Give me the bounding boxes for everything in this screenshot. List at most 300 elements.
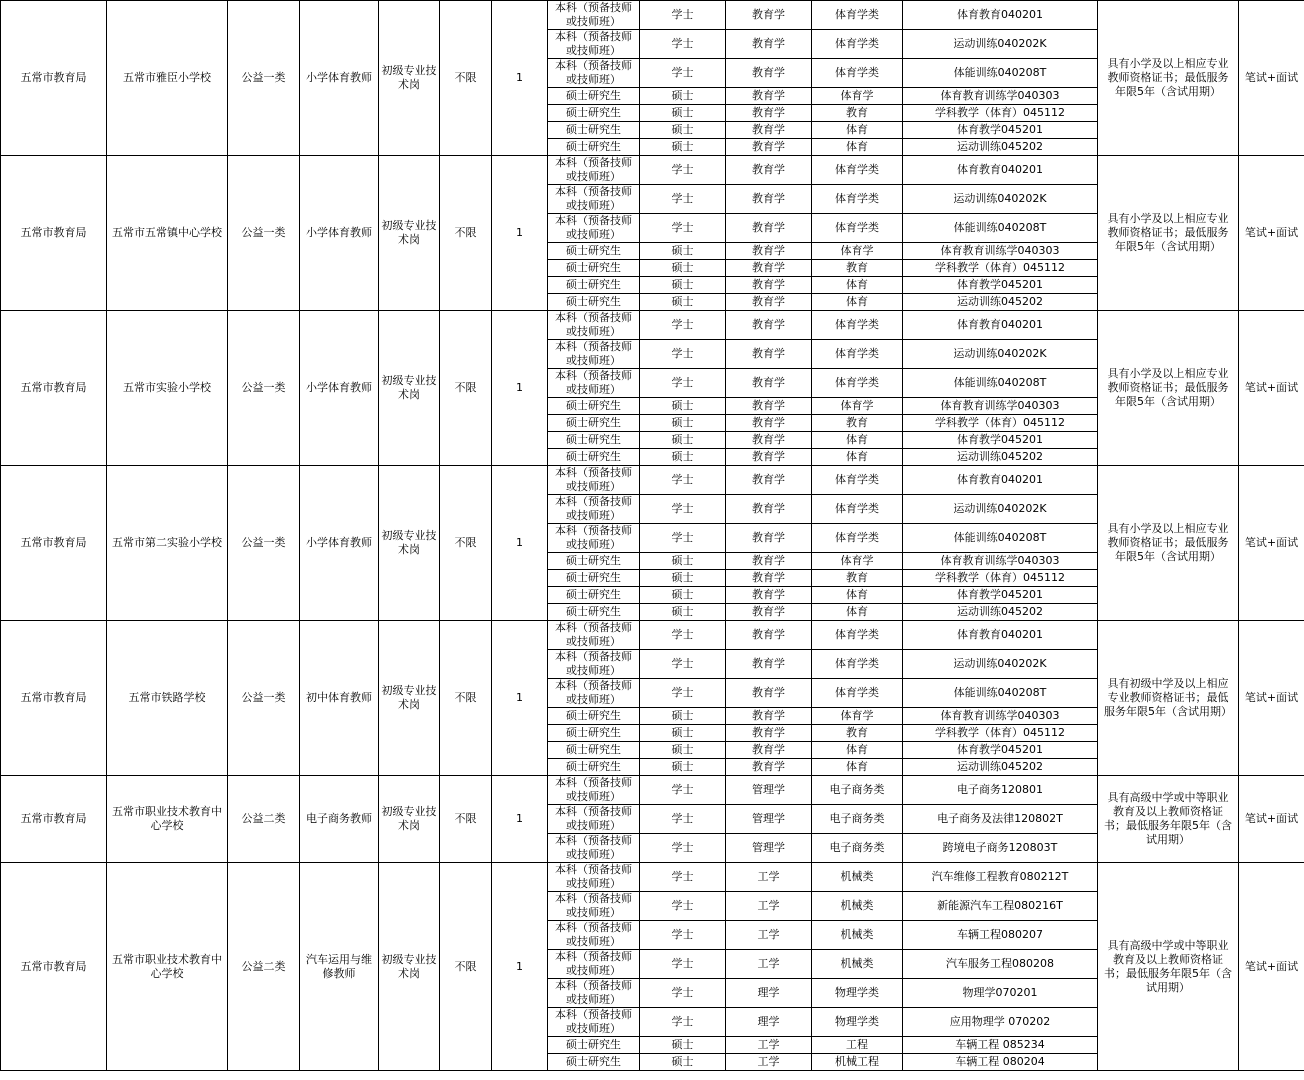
degree-cell: 硕士 (640, 415, 726, 432)
major-class-cell: 教育 (812, 105, 903, 122)
major-name-cell: 电子商务及法律120802T (903, 805, 1098, 834)
major-name-cell: 运动训练040202K (903, 185, 1098, 214)
post-name-cell: 电子商务教师 (300, 776, 379, 863)
exam-method-cell: 笔试+面试 (1239, 621, 1304, 776)
education-cell: 硕士研究生 (548, 88, 640, 105)
discipline-cell: 教育学 (726, 277, 812, 294)
discipline-cell: 教育学 (726, 185, 812, 214)
post-name-cell: 初中体育教师 (300, 621, 379, 776)
education-cell: 硕士研究生 (548, 294, 640, 311)
post-category-cell: 初级专业技术岗 (379, 621, 440, 776)
exam-method-cell: 笔试+面试 (1239, 863, 1304, 1071)
unit-nature-cell: 公益一类 (228, 621, 300, 776)
major-class-cell: 体育学类 (812, 650, 903, 679)
major-class-cell: 体育 (812, 449, 903, 466)
discipline-cell: 教育学 (726, 587, 812, 604)
major-class-cell: 教育 (812, 725, 903, 742)
degree-cell: 学士 (640, 805, 726, 834)
major-name-cell: 体育教学045201 (903, 742, 1098, 759)
post-category-cell: 初级专业技术岗 (379, 863, 440, 1071)
discipline-cell: 教育学 (726, 294, 812, 311)
major-name-cell: 学科教学（体育）045112 (903, 260, 1098, 277)
table-row (1, 1, 1304, 30)
major-name-cell: 运动训练045202 (903, 759, 1098, 776)
post-name-cell: 汽车运用与维修教师 (300, 863, 379, 1071)
post-category-cell: 初级专业技术岗 (379, 311, 440, 466)
post-name-cell: 小学体育教师 (300, 1, 379, 156)
discipline-cell: 教育学 (726, 679, 812, 708)
table-row (1, 776, 1304, 805)
major-class-cell: 体育学类 (812, 1, 903, 30)
degree-cell: 学士 (640, 59, 726, 88)
major-name-cell: 体能训练040208T (903, 59, 1098, 88)
major-name-cell: 运动训练040202K (903, 495, 1098, 524)
recruit-scope-cell: 不限 (440, 466, 492, 621)
post-name-cell: 小学体育教师 (300, 156, 379, 311)
education-cell: 硕士研究生 (548, 277, 640, 294)
major-class-cell: 体育 (812, 759, 903, 776)
major-name-cell: 体育教学045201 (903, 277, 1098, 294)
degree-cell: 学士 (640, 679, 726, 708)
discipline-cell: 教育学 (726, 1, 812, 30)
discipline-cell: 教育学 (726, 650, 812, 679)
major-class-cell: 体育学类 (812, 621, 903, 650)
requirement-cell: 具有初级中学及以上相应专业教师资格证书；最低服务年限5年（含试用期） (1098, 621, 1239, 776)
major-name-cell: 体育教育训练学040303 (903, 553, 1098, 570)
recruit-count-cell: 1 (492, 1, 548, 156)
recruit-scope-cell: 不限 (440, 776, 492, 863)
education-cell: 本科（预备技师或技师班） (548, 214, 640, 243)
discipline-cell: 教育学 (726, 495, 812, 524)
major-name-cell: 学科教学（体育）045112 (903, 570, 1098, 587)
requirement-cell: 具有高级中学或中等职业教育及以上教师资格证书；最低服务年限5年（含试用期） (1098, 776, 1239, 863)
education-cell: 硕士研究生 (548, 398, 640, 415)
education-cell: 本科（预备技师或技师班） (548, 950, 640, 979)
major-name-cell: 运动训练040202K (903, 30, 1098, 59)
requirement-cell: 具有小学及以上相应专业教师资格证书；最低服务年限5年（含试用期） (1098, 1, 1239, 156)
post-category-cell: 初级专业技术岗 (379, 466, 440, 621)
education-cell: 硕士研究生 (548, 260, 640, 277)
degree-cell: 学士 (640, 1, 726, 30)
major-class-cell: 机械工程 (812, 1054, 903, 1071)
degree-cell: 学士 (640, 524, 726, 553)
discipline-cell: 教育学 (726, 59, 812, 88)
education-cell: 硕士研究生 (548, 243, 640, 260)
discipline-cell: 教育学 (726, 553, 812, 570)
discipline-cell: 教育学 (726, 524, 812, 553)
recruit-scope-cell: 不限 (440, 621, 492, 776)
post-name-cell: 小学体育教师 (300, 466, 379, 621)
major-name-cell: 电子商务120801 (903, 776, 1098, 805)
discipline-cell: 工学 (726, 863, 812, 892)
degree-cell: 学士 (640, 311, 726, 340)
degree-cell: 硕士 (640, 294, 726, 311)
major-name-cell: 体育教育训练学040303 (903, 243, 1098, 260)
discipline-cell: 教育学 (726, 105, 812, 122)
major-class-cell: 物理学类 (812, 1008, 903, 1037)
major-class-cell: 体育学类 (812, 495, 903, 524)
education-cell: 本科（预备技师或技师班） (548, 834, 640, 863)
degree-cell: 学士 (640, 776, 726, 805)
discipline-cell: 工学 (726, 1037, 812, 1054)
unit-name-cell: 五常市铁路学校 (107, 621, 228, 776)
discipline-cell: 教育学 (726, 432, 812, 449)
major-class-cell: 体育学类 (812, 185, 903, 214)
major-class-cell: 机械类 (812, 921, 903, 950)
major-name-cell: 学科教学（体育）045112 (903, 415, 1098, 432)
department-cell: 五常市教育局 (1, 776, 107, 863)
degree-cell: 硕士 (640, 122, 726, 139)
education-cell: 硕士研究生 (548, 139, 640, 156)
major-class-cell: 体育学类 (812, 59, 903, 88)
degree-cell: 硕士 (640, 1054, 726, 1071)
discipline-cell: 管理学 (726, 834, 812, 863)
degree-cell: 硕士 (640, 139, 726, 156)
degree-cell: 硕士 (640, 398, 726, 415)
major-class-cell: 机械类 (812, 950, 903, 979)
major-class-cell: 教育 (812, 260, 903, 277)
degree-cell: 学士 (640, 950, 726, 979)
discipline-cell: 教育学 (726, 759, 812, 776)
discipline-cell: 教育学 (726, 449, 812, 466)
degree-cell: 硕士 (640, 449, 726, 466)
recruit-scope-cell: 不限 (440, 311, 492, 466)
major-class-cell: 电子商务类 (812, 805, 903, 834)
education-cell: 本科（预备技师或技师班） (548, 805, 640, 834)
major-name-cell: 体育教育040201 (903, 1, 1098, 30)
major-class-cell: 机械类 (812, 892, 903, 921)
major-name-cell: 运动训练045202 (903, 139, 1098, 156)
discipline-cell: 教育学 (726, 156, 812, 185)
education-cell: 硕士研究生 (548, 432, 640, 449)
degree-cell: 硕士 (640, 88, 726, 105)
major-name-cell: 车辆工程080207 (903, 921, 1098, 950)
major-class-cell: 工程 (812, 1037, 903, 1054)
discipline-cell: 教育学 (726, 725, 812, 742)
unit-nature-cell: 公益一类 (228, 311, 300, 466)
unit-name-cell: 五常市雅臣小学校 (107, 1, 228, 156)
education-cell: 硕士研究生 (548, 587, 640, 604)
major-name-cell: 体能训练040208T (903, 679, 1098, 708)
degree-cell: 硕士 (640, 570, 726, 587)
major-name-cell: 体育教育040201 (903, 466, 1098, 495)
degree-cell: 硕士 (640, 708, 726, 725)
discipline-cell: 教育学 (726, 742, 812, 759)
major-class-cell: 电子商务类 (812, 834, 903, 863)
major-class-cell: 体育学 (812, 243, 903, 260)
table-row (1, 466, 1304, 495)
major-name-cell: 运动训练040202K (903, 650, 1098, 679)
major-name-cell: 运动训练040202K (903, 340, 1098, 369)
unit-nature-cell: 公益一类 (228, 156, 300, 311)
discipline-cell: 工学 (726, 921, 812, 950)
department-cell: 五常市教育局 (1, 1, 107, 156)
degree-cell: 硕士 (640, 243, 726, 260)
major-class-cell: 体育学类 (812, 466, 903, 495)
unit-nature-cell: 公益二类 (228, 863, 300, 1071)
major-class-cell: 体育学类 (812, 524, 903, 553)
major-class-cell: 体育 (812, 277, 903, 294)
degree-cell: 硕士 (640, 260, 726, 277)
unit-name-cell: 五常市职业技术教育中心学校 (107, 863, 228, 1071)
table-row (1, 621, 1304, 650)
degree-cell: 硕士 (640, 587, 726, 604)
discipline-cell: 教育学 (726, 122, 812, 139)
major-name-cell: 体育教学045201 (903, 587, 1098, 604)
degree-cell: 硕士 (640, 1037, 726, 1054)
education-cell: 本科（预备技师或技师班） (548, 621, 640, 650)
unit-nature-cell: 公益一类 (228, 466, 300, 621)
major-class-cell: 体育学类 (812, 679, 903, 708)
recruit-scope-cell: 不限 (440, 863, 492, 1071)
education-cell: 本科（预备技师或技师班） (548, 495, 640, 524)
recruit-scope-cell: 不限 (440, 1, 492, 156)
major-name-cell: 体能训练040208T (903, 214, 1098, 243)
education-cell: 硕士研究生 (548, 1037, 640, 1054)
major-name-cell: 物理学070201 (903, 979, 1098, 1008)
major-class-cell: 体育学类 (812, 369, 903, 398)
degree-cell: 学士 (640, 495, 726, 524)
degree-cell: 学士 (640, 214, 726, 243)
education-cell: 硕士研究生 (548, 122, 640, 139)
department-cell: 五常市教育局 (1, 311, 107, 466)
degree-cell: 硕士 (640, 553, 726, 570)
degree-cell: 学士 (640, 921, 726, 950)
major-name-cell: 体能训练040208T (903, 369, 1098, 398)
education-cell: 本科（预备技师或技师班） (548, 892, 640, 921)
major-name-cell: 车辆工程 080204 (903, 1054, 1098, 1071)
major-class-cell: 体育 (812, 294, 903, 311)
discipline-cell: 工学 (726, 950, 812, 979)
major-name-cell: 体育教育040201 (903, 311, 1098, 340)
unit-name-cell: 五常市实验小学校 (107, 311, 228, 466)
discipline-cell: 教育学 (726, 243, 812, 260)
major-class-cell: 物理学类 (812, 979, 903, 1008)
major-name-cell: 运动训练045202 (903, 604, 1098, 621)
post-category-cell: 初级专业技术岗 (379, 776, 440, 863)
recruit-scope-cell: 不限 (440, 156, 492, 311)
table-row (1, 156, 1304, 185)
major-name-cell: 新能源汽车工程080216T (903, 892, 1098, 921)
education-cell: 本科（预备技师或技师班） (548, 311, 640, 340)
post-category-cell: 初级专业技术岗 (379, 1, 440, 156)
unit-name-cell: 五常市职业技术教育中心学校 (107, 776, 228, 863)
discipline-cell: 管理学 (726, 776, 812, 805)
recruit-count-cell: 1 (492, 776, 548, 863)
requirement-cell: 具有小学及以上相应专业教师资格证书；最低服务年限5年（含试用期） (1098, 156, 1239, 311)
requirement-cell: 具有小学及以上相应专业教师资格证书；最低服务年限5年（含试用期） (1098, 311, 1239, 466)
major-name-cell: 汽车维修工程教育080212T (903, 863, 1098, 892)
education-cell: 本科（预备技师或技师班） (548, 650, 640, 679)
major-name-cell: 体育教育040201 (903, 621, 1098, 650)
major-class-cell: 体育学 (812, 398, 903, 415)
discipline-cell: 工学 (726, 892, 812, 921)
degree-cell: 学士 (640, 340, 726, 369)
department-cell: 五常市教育局 (1, 621, 107, 776)
recruit-count-cell: 1 (492, 621, 548, 776)
education-cell: 硕士研究生 (548, 708, 640, 725)
major-name-cell: 跨境电子商务120803T (903, 834, 1098, 863)
major-name-cell: 体育教育训练学040303 (903, 398, 1098, 415)
exam-method-cell: 笔试+面试 (1239, 466, 1304, 621)
requirement-cell: 具有高级中学或中等职业教育及以上教师资格证书；最低服务年限5年（含试用期） (1098, 863, 1239, 1071)
unit-name-cell: 五常市第二实验小学校 (107, 466, 228, 621)
discipline-cell: 工学 (726, 1054, 812, 1071)
exam-method-cell: 笔试+面试 (1239, 311, 1304, 466)
education-cell: 硕士研究生 (548, 570, 640, 587)
education-cell: 本科（预备技师或技师班） (548, 1008, 640, 1037)
major-class-cell: 体育学 (812, 553, 903, 570)
table-row (1, 311, 1304, 340)
degree-cell: 学士 (640, 979, 726, 1008)
education-cell: 本科（预备技师或技师班） (548, 59, 640, 88)
education-cell: 硕士研究生 (548, 105, 640, 122)
degree-cell: 硕士 (640, 105, 726, 122)
major-class-cell: 体育 (812, 139, 903, 156)
degree-cell: 学士 (640, 1008, 726, 1037)
education-cell: 硕士研究生 (548, 725, 640, 742)
education-cell: 本科（预备技师或技师班） (548, 1, 640, 30)
education-cell: 本科（预备技师或技师班） (548, 776, 640, 805)
major-name-cell: 汽车服务工程080208 (903, 950, 1098, 979)
discipline-cell: 教育学 (726, 466, 812, 495)
education-cell: 本科（预备技师或技师班） (548, 979, 640, 1008)
degree-cell: 硕士 (640, 759, 726, 776)
education-cell: 本科（预备技师或技师班） (548, 369, 640, 398)
major-class-cell: 教育 (812, 415, 903, 432)
education-cell: 硕士研究生 (548, 449, 640, 466)
discipline-cell: 教育学 (726, 708, 812, 725)
degree-cell: 学士 (640, 185, 726, 214)
department-cell: 五常市教育局 (1, 863, 107, 1071)
degree-cell: 硕士 (640, 604, 726, 621)
major-class-cell: 体育 (812, 122, 903, 139)
discipline-cell: 理学 (726, 1008, 812, 1037)
major-class-cell: 体育学类 (812, 156, 903, 185)
discipline-cell: 理学 (726, 979, 812, 1008)
education-cell: 本科（预备技师或技师班） (548, 466, 640, 495)
degree-cell: 学士 (640, 834, 726, 863)
degree-cell: 学士 (640, 156, 726, 185)
major-class-cell: 教育 (812, 570, 903, 587)
education-cell: 本科（预备技师或技师班） (548, 679, 640, 708)
discipline-cell: 管理学 (726, 805, 812, 834)
requirement-cell: 具有小学及以上相应专业教师资格证书；最低服务年限5年（含试用期） (1098, 466, 1239, 621)
degree-cell: 硕士 (640, 725, 726, 742)
education-cell: 硕士研究生 (548, 1054, 640, 1071)
degree-cell: 学士 (640, 369, 726, 398)
discipline-cell: 教育学 (726, 30, 812, 59)
major-class-cell: 体育学 (812, 88, 903, 105)
education-cell: 本科（预备技师或技师班） (548, 156, 640, 185)
major-class-cell: 体育学类 (812, 311, 903, 340)
table-row (1, 863, 1304, 892)
recruit-count-cell: 1 (492, 311, 548, 466)
major-class-cell: 体育 (812, 432, 903, 449)
table-body (1, 1, 1304, 1071)
discipline-cell: 教育学 (726, 369, 812, 398)
major-name-cell: 车辆工程 085234 (903, 1037, 1098, 1054)
major-name-cell: 应用物理学 070202 (903, 1008, 1098, 1037)
major-class-cell: 机械类 (812, 863, 903, 892)
unit-nature-cell: 公益一类 (228, 1, 300, 156)
recruit-count-cell: 1 (492, 863, 548, 1071)
discipline-cell: 教育学 (726, 570, 812, 587)
major-name-cell: 学科教学（体育）045112 (903, 725, 1098, 742)
major-class-cell: 体育学类 (812, 340, 903, 369)
recruit-count-cell: 1 (492, 466, 548, 621)
recruit-count-cell: 1 (492, 156, 548, 311)
discipline-cell: 教育学 (726, 604, 812, 621)
degree-cell: 学士 (640, 466, 726, 495)
degree-cell: 硕士 (640, 432, 726, 449)
education-cell: 本科（预备技师或技师班） (548, 524, 640, 553)
discipline-cell: 教育学 (726, 139, 812, 156)
discipline-cell: 教育学 (726, 621, 812, 650)
degree-cell: 学士 (640, 892, 726, 921)
education-cell: 硕士研究生 (548, 553, 640, 570)
exam-method-cell: 笔试+面试 (1239, 156, 1304, 311)
education-cell: 本科（预备技师或技师班） (548, 185, 640, 214)
degree-cell: 学士 (640, 621, 726, 650)
major-class-cell: 电子商务类 (812, 776, 903, 805)
discipline-cell: 教育学 (726, 398, 812, 415)
exam-method-cell: 笔试+面试 (1239, 776, 1304, 863)
education-cell: 硕士研究生 (548, 415, 640, 432)
education-cell: 硕士研究生 (548, 759, 640, 776)
unit-name-cell: 五常市五常镇中心学校 (107, 156, 228, 311)
degree-cell: 硕士 (640, 277, 726, 294)
post-category-cell: 初级专业技术岗 (379, 156, 440, 311)
major-name-cell: 体育教学045201 (903, 432, 1098, 449)
discipline-cell: 教育学 (726, 415, 812, 432)
discipline-cell: 教育学 (726, 88, 812, 105)
unit-nature-cell: 公益二类 (228, 776, 300, 863)
major-name-cell: 运动训练045202 (903, 294, 1098, 311)
major-class-cell: 体育 (812, 604, 903, 621)
department-cell: 五常市教育局 (1, 156, 107, 311)
major-class-cell: 体育学类 (812, 214, 903, 243)
education-cell: 本科（预备技师或技师班） (548, 340, 640, 369)
education-cell: 硕士研究生 (548, 742, 640, 759)
major-name-cell: 体育教育040201 (903, 156, 1098, 185)
degree-cell: 学士 (640, 30, 726, 59)
major-class-cell: 体育学类 (812, 30, 903, 59)
department-cell: 五常市教育局 (1, 466, 107, 621)
major-name-cell: 体育教学045201 (903, 122, 1098, 139)
education-cell: 本科（预备技师或技师班） (548, 30, 640, 59)
major-name-cell: 运动训练045202 (903, 449, 1098, 466)
major-class-cell: 体育 (812, 742, 903, 759)
major-name-cell: 体能训练040208T (903, 524, 1098, 553)
post-name-cell: 小学体育教师 (300, 311, 379, 466)
education-cell: 本科（预备技师或技师班） (548, 921, 640, 950)
major-name-cell: 学科教学（体育）045112 (903, 105, 1098, 122)
degree-cell: 学士 (640, 650, 726, 679)
discipline-cell: 教育学 (726, 340, 812, 369)
discipline-cell: 教育学 (726, 260, 812, 277)
degree-cell: 学士 (640, 863, 726, 892)
major-name-cell: 体育教育训练学040303 (903, 708, 1098, 725)
exam-method-cell: 笔试+面试 (1239, 1, 1304, 156)
major-name-cell: 体育教育训练学040303 (903, 88, 1098, 105)
discipline-cell: 教育学 (726, 214, 812, 243)
degree-cell: 硕士 (640, 742, 726, 759)
education-cell: 硕士研究生 (548, 604, 640, 621)
education-cell: 本科（预备技师或技师班） (548, 863, 640, 892)
major-class-cell: 体育学 (812, 708, 903, 725)
major-class-cell: 体育 (812, 587, 903, 604)
